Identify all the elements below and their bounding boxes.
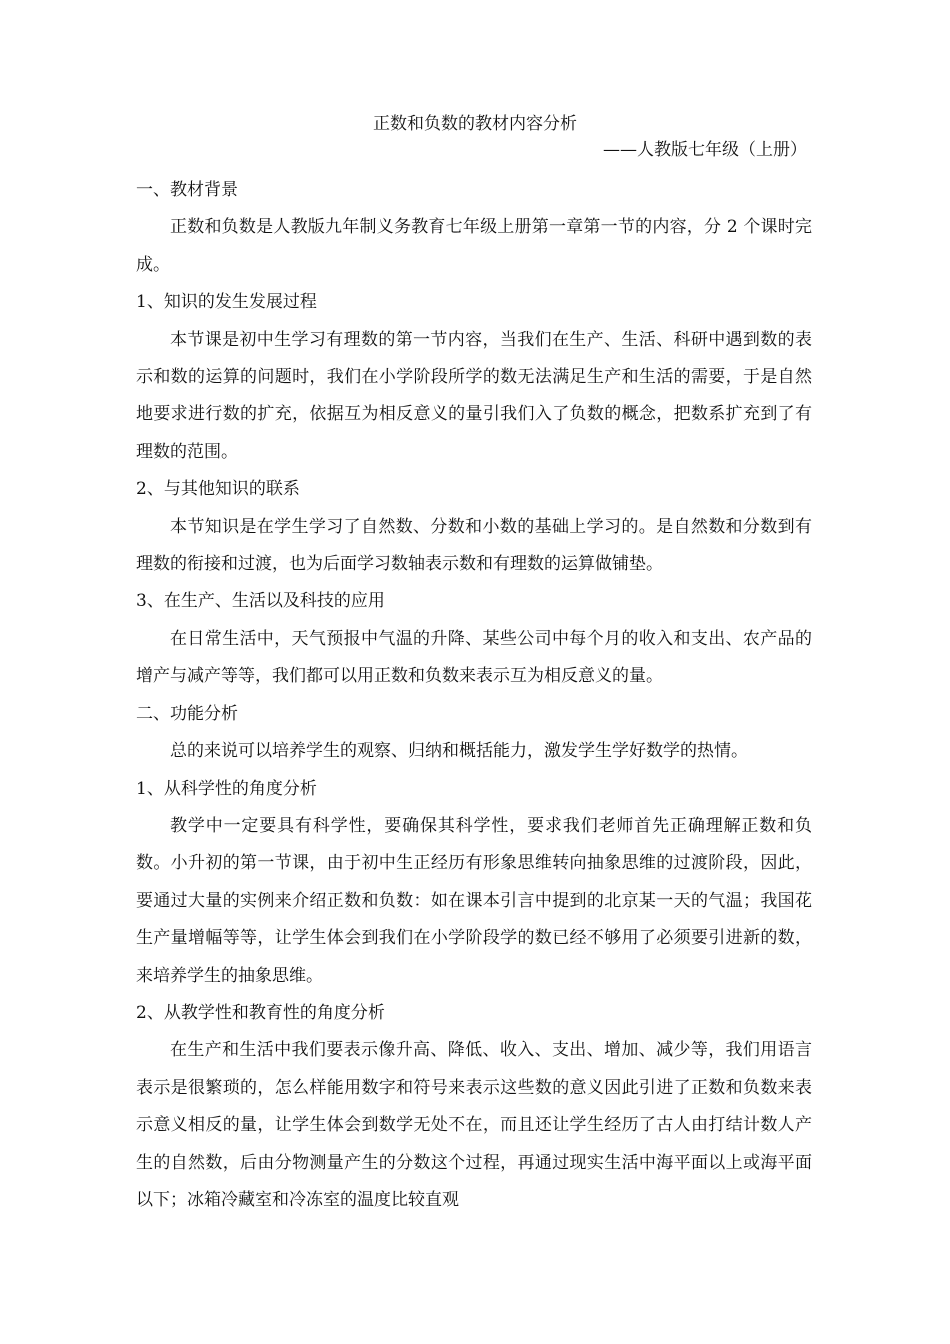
paragraph-development: 本节课是初中生学习有理数的第一节内容，当我们在生产、生活、科研中遇到数的表示和数的运算的问题时，我们在小学阶段所学的数无法满足生产和生活的需要，于是自然地要求进行数的扩充，依据互为相反意义的量引我们入了负数的概念，把数系扩充到了有理数的范围。 bbox=[136, 329, 812, 462]
paragraph-connections: 本节知识是在学生学习了自然数、分数和小数的基础上学习的。是自然数和分数到有理数的衔接和过渡，也为后面学习数轴表示数和有理数的运算做铺垫。 bbox=[136, 516, 812, 575]
paragraph-background: 正数和负数是人教版九年制义务教育七年级上册第一章第一节的内容，分 2 个课时完成。 bbox=[136, 217, 812, 275]
document-subtitle: ——人教版七年级（上册） bbox=[603, 140, 807, 160]
paragraph-function: 总的来说可以培养学生的观察、归纳和概括能力，激发学生学好数学的热情。 bbox=[170, 741, 748, 762]
section-heading-scientific: 1、从科学性的角度分析 bbox=[136, 778, 317, 799]
section-heading-background: 一、教材背景 bbox=[136, 180, 238, 200]
section-heading-development: 1、知识的发生发展过程 bbox=[136, 292, 317, 313]
section-heading-applications: 3、在生产、生活以及科技的应用 bbox=[136, 591, 385, 612]
section-heading-function: 二、功能分析 bbox=[136, 703, 238, 724]
section-heading-connections: 2、与其他知识的联系 bbox=[136, 479, 300, 500]
paragraph-scientific: 教学中一定要具有科学性，要确保其科学性，要求我们老师首先正确理解正数和负数。小升初的第一节课，由于初中生正经历有形象思维转向抽象思维的过渡阶段，因此，要通过大量的实例来介绍正数和负数：如在课本引言中提到的北京某一天的气温；我国花生产量增幅等等，让学生体会到我们在小学阶段学的数已经不够用了必须要引进新的数，来培养学生的抽象思维。 bbox=[136, 815, 812, 986]
document-title: 正数和负数的教材内容分析 bbox=[373, 114, 577, 134]
document-body bbox=[136, 172, 812, 1219]
paragraph-applications: 在日常生活中，天气预报中气温的升降、某些公司中每个月的收入和支出、农产品的增产与减产等等，我们都可以用正数和负数来表示互为相反意义的量。 bbox=[136, 628, 812, 687]
paragraph-educational: 在生产和生活中我们要表示像升高、降低、收入、支出、增加、减少等，我们用语言表示是很繁琐的，怎么样能用数字和符号来表示这些数的意义因此引进了正数和负数来表示意义相反的量，让学生体会到数学无处不在，而且还让学生经历了古人由打结计数人产生的自然数，后由分物测量产生的分数这个过程，再通过现实生活中海平面以上或海平面以下；冰箱冷藏室和冷冻室的温度比较直观 bbox=[136, 1040, 812, 1210]
section-heading-educational: 2、从教学性和教育性的角度分析 bbox=[136, 1002, 385, 1023]
